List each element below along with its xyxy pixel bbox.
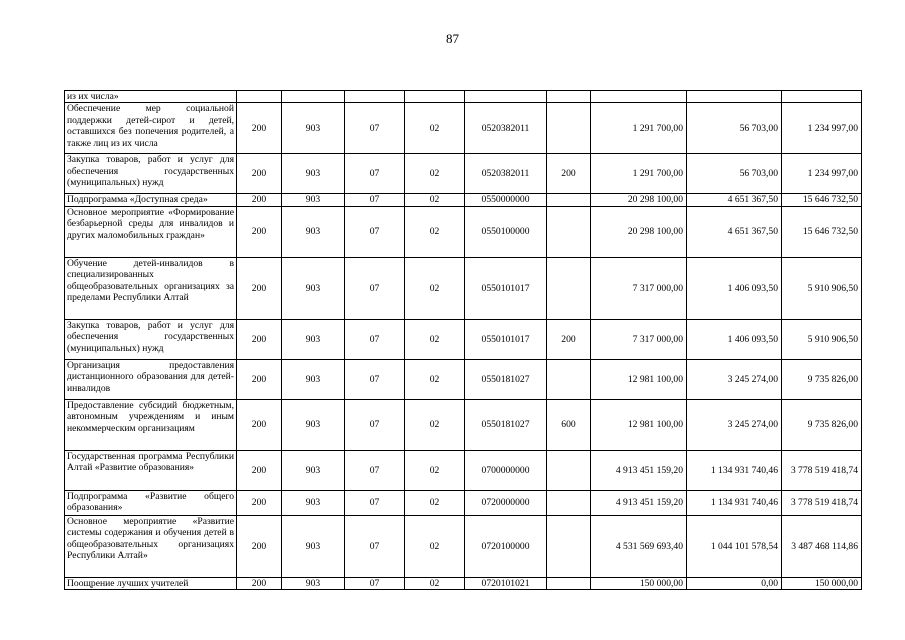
amount-cell: 5 910 906,50 [782, 319, 862, 359]
table-row [65, 515, 862, 577]
amount-cell: 3 487 468 114,86 [782, 515, 862, 577]
row-name-cell: Подпрограмма «Развитие общего образования» [65, 490, 237, 515]
row-name-cell: Предоставление субсидий бюджетным, автономным учреждениям и иным некоммерческим организациям [65, 399, 237, 450]
section-cell: 07 [345, 399, 405, 450]
amount-cell: 3 245 274,00 [687, 399, 782, 450]
ministry-code-cell: 903 [282, 490, 345, 515]
amount-cell: 15 646 732,50 [782, 194, 862, 206]
ministry-code-cell: 903 [282, 194, 345, 206]
table-row [65, 577, 862, 589]
code-cell: 200 [237, 257, 282, 319]
amount-cell: 3 245 274,00 [687, 359, 782, 399]
amount-cell: 12 981 100,00 [591, 359, 687, 399]
ministry-code-cell: 903 [282, 206, 345, 257]
table-row [65, 103, 862, 154]
expense-type-cell [547, 91, 591, 103]
table-row [65, 319, 862, 359]
section-cell: 07 [345, 359, 405, 399]
section-cell: 07 [345, 154, 405, 194]
subsection-cell: 02 [405, 399, 465, 450]
expense-type-cell: 600 [547, 399, 591, 450]
ministry-code-cell: 903 [282, 399, 345, 450]
section-cell: 07 [345, 490, 405, 515]
table-row [65, 399, 862, 450]
amount-cell [591, 91, 687, 103]
amount-cell [782, 91, 862, 103]
amount-cell: 4 531 569 693,40 [591, 515, 687, 577]
amount-cell: 4 651 367,50 [687, 194, 782, 206]
table-row [65, 206, 862, 257]
target-article-cell: 0550181027 [465, 359, 547, 399]
row-name-cell: Закупка товаров, работ и услуг для обеспечения государственных (муниципальных) нужд [65, 154, 237, 194]
section-cell: 07 [345, 577, 405, 589]
subsection-cell: 02 [405, 515, 465, 577]
amount-cell: 1 406 093,50 [687, 319, 782, 359]
amount-cell: 56 703,00 [687, 154, 782, 194]
table-row [65, 194, 862, 206]
ministry-code-cell: 903 [282, 450, 345, 490]
code-cell: 200 [237, 103, 282, 154]
table-row [65, 450, 862, 490]
ministry-code-cell: 903 [282, 515, 345, 577]
page-number: 87 [446, 31, 459, 46]
amount-cell: 7 317 000,00 [591, 319, 687, 359]
section-cell: 07 [345, 257, 405, 319]
row-name-cell: Обучение детей-инвалидов в специализированных общеобразовательных организациях за пределами Республики Алтай [65, 257, 237, 319]
target-article-cell [465, 91, 547, 103]
expense-type-cell: 200 [547, 154, 591, 194]
target-article-cell: 0720101021 [465, 577, 547, 589]
amount-cell: 1 291 700,00 [591, 154, 687, 194]
code-cell: 200 [237, 206, 282, 257]
amount-cell: 1 234 997,00 [782, 154, 862, 194]
subsection-cell: 02 [405, 490, 465, 515]
amount-cell: 15 646 732,50 [782, 206, 862, 257]
amount-cell: 1 406 093,50 [687, 257, 782, 319]
row-name-cell: из их числа» [65, 91, 237, 103]
target-article-cell: 0520382011 [465, 103, 547, 154]
code-cell [237, 91, 282, 103]
amount-cell: 20 298 100,00 [591, 194, 687, 206]
target-article-cell: 0550100000 [465, 206, 547, 257]
amount-cell: 1 134 931 740,46 [687, 490, 782, 515]
expense-type-cell [547, 194, 591, 206]
section-cell: 07 [345, 515, 405, 577]
target-article-cell: 0550181027 [465, 399, 547, 450]
amount-cell: 4 651 367,50 [687, 206, 782, 257]
ministry-code-cell: 903 [282, 319, 345, 359]
ministry-code-cell: 903 [282, 577, 345, 589]
table-row [65, 490, 862, 515]
budget-table [64, 90, 862, 590]
code-cell: 200 [237, 194, 282, 206]
amount-cell [687, 91, 782, 103]
amount-cell: 20 298 100,00 [591, 206, 687, 257]
code-cell: 200 [237, 319, 282, 359]
table-row [65, 257, 862, 319]
section-cell: 07 [345, 206, 405, 257]
ministry-code-cell: 903 [282, 103, 345, 154]
row-name-cell: Подпрограмма «Доступная среда» [65, 194, 237, 206]
expense-type-cell [547, 490, 591, 515]
expense-type-cell [547, 206, 591, 257]
code-cell: 200 [237, 515, 282, 577]
section-cell: 07 [345, 194, 405, 206]
subsection-cell: 02 [405, 206, 465, 257]
target-article-cell: 0550000000 [465, 194, 547, 206]
table-row [65, 91, 862, 103]
subsection-cell: 02 [405, 359, 465, 399]
target-article-cell: 0520382011 [465, 154, 547, 194]
amount-cell: 1 134 931 740,46 [687, 450, 782, 490]
expense-type-cell [547, 515, 591, 577]
amount-cell: 150 000,00 [591, 577, 687, 589]
amount-cell: 12 981 100,00 [591, 399, 687, 450]
amount-cell: 3 778 519 418,74 [782, 490, 862, 515]
ministry-code-cell [282, 91, 345, 103]
ministry-code-cell: 903 [282, 154, 345, 194]
expense-type-cell [547, 103, 591, 154]
subsection-cell: 02 [405, 194, 465, 206]
target-article-cell: 0550101017 [465, 319, 547, 359]
amount-cell: 0,00 [687, 577, 782, 589]
expense-type-cell [547, 450, 591, 490]
code-cell: 200 [237, 490, 282, 515]
subsection-cell: 02 [405, 103, 465, 154]
subsection-cell: 02 [405, 257, 465, 319]
amount-cell: 5 910 906,50 [782, 257, 862, 319]
code-cell: 200 [237, 399, 282, 450]
row-name-cell: Поощрение лучших учителей [65, 577, 237, 589]
section-cell: 07 [345, 319, 405, 359]
row-name-cell: Государственная программа Республики Алтай «Развитие образования» [65, 450, 237, 490]
target-article-cell: 0550101017 [465, 257, 547, 319]
subsection-cell: 02 [405, 319, 465, 359]
expense-type-cell [547, 257, 591, 319]
target-article-cell: 0700000000 [465, 450, 547, 490]
row-name-cell: Основное мероприятие «Формирование безбарьерной среды для инвалидов и других маломобильных граждан» [65, 206, 237, 257]
code-cell: 200 [237, 450, 282, 490]
expense-type-cell [547, 359, 591, 399]
row-name-cell: Закупка товаров, работ и услуг для обеспечения государственных (муниципальных) нужд [65, 319, 237, 359]
amount-cell: 4 913 451 159,20 [591, 450, 687, 490]
table-body [65, 91, 862, 590]
row-name-cell: Обеспечение мер социальной поддержки детей-сирот и детей, оставшихся без попечения родителей, а также лиц из их числа [65, 103, 237, 154]
amount-cell: 4 913 451 159,20 [591, 490, 687, 515]
ministry-code-cell: 903 [282, 257, 345, 319]
row-name-cell: Основное мероприятие «Развитие системы содержания и обучения детей в общеобразовательных организациях Республики Алтай» [65, 515, 237, 577]
amount-cell: 56 703,00 [687, 103, 782, 154]
amount-cell: 7 317 000,00 [591, 257, 687, 319]
code-cell: 200 [237, 359, 282, 399]
ministry-code-cell: 903 [282, 359, 345, 399]
subsection-cell: 02 [405, 450, 465, 490]
section-cell [345, 91, 405, 103]
table-row [65, 359, 862, 399]
expense-type-cell: 200 [547, 319, 591, 359]
target-article-cell: 0720100000 [465, 515, 547, 577]
amount-cell: 1 234 997,00 [782, 103, 862, 154]
section-cell: 07 [345, 103, 405, 154]
code-cell: 200 [237, 577, 282, 589]
subsection-cell [405, 91, 465, 103]
amount-cell: 1 044 101 578,54 [687, 515, 782, 577]
amount-cell: 150 000,00 [782, 577, 862, 589]
amount-cell: 9 735 826,00 [782, 399, 862, 450]
code-cell: 200 [237, 154, 282, 194]
expense-type-cell [547, 577, 591, 589]
amount-cell: 3 778 519 418,74 [782, 450, 862, 490]
target-article-cell: 0720000000 [465, 490, 547, 515]
table-row [65, 154, 862, 194]
amount-cell: 9 735 826,00 [782, 359, 862, 399]
section-cell: 07 [345, 450, 405, 490]
subsection-cell: 02 [405, 577, 465, 589]
row-name-cell: Организация предоставления дистанционного образования для детей-инвалидов [65, 359, 237, 399]
amount-cell: 1 291 700,00 [591, 103, 687, 154]
subsection-cell: 02 [405, 154, 465, 194]
